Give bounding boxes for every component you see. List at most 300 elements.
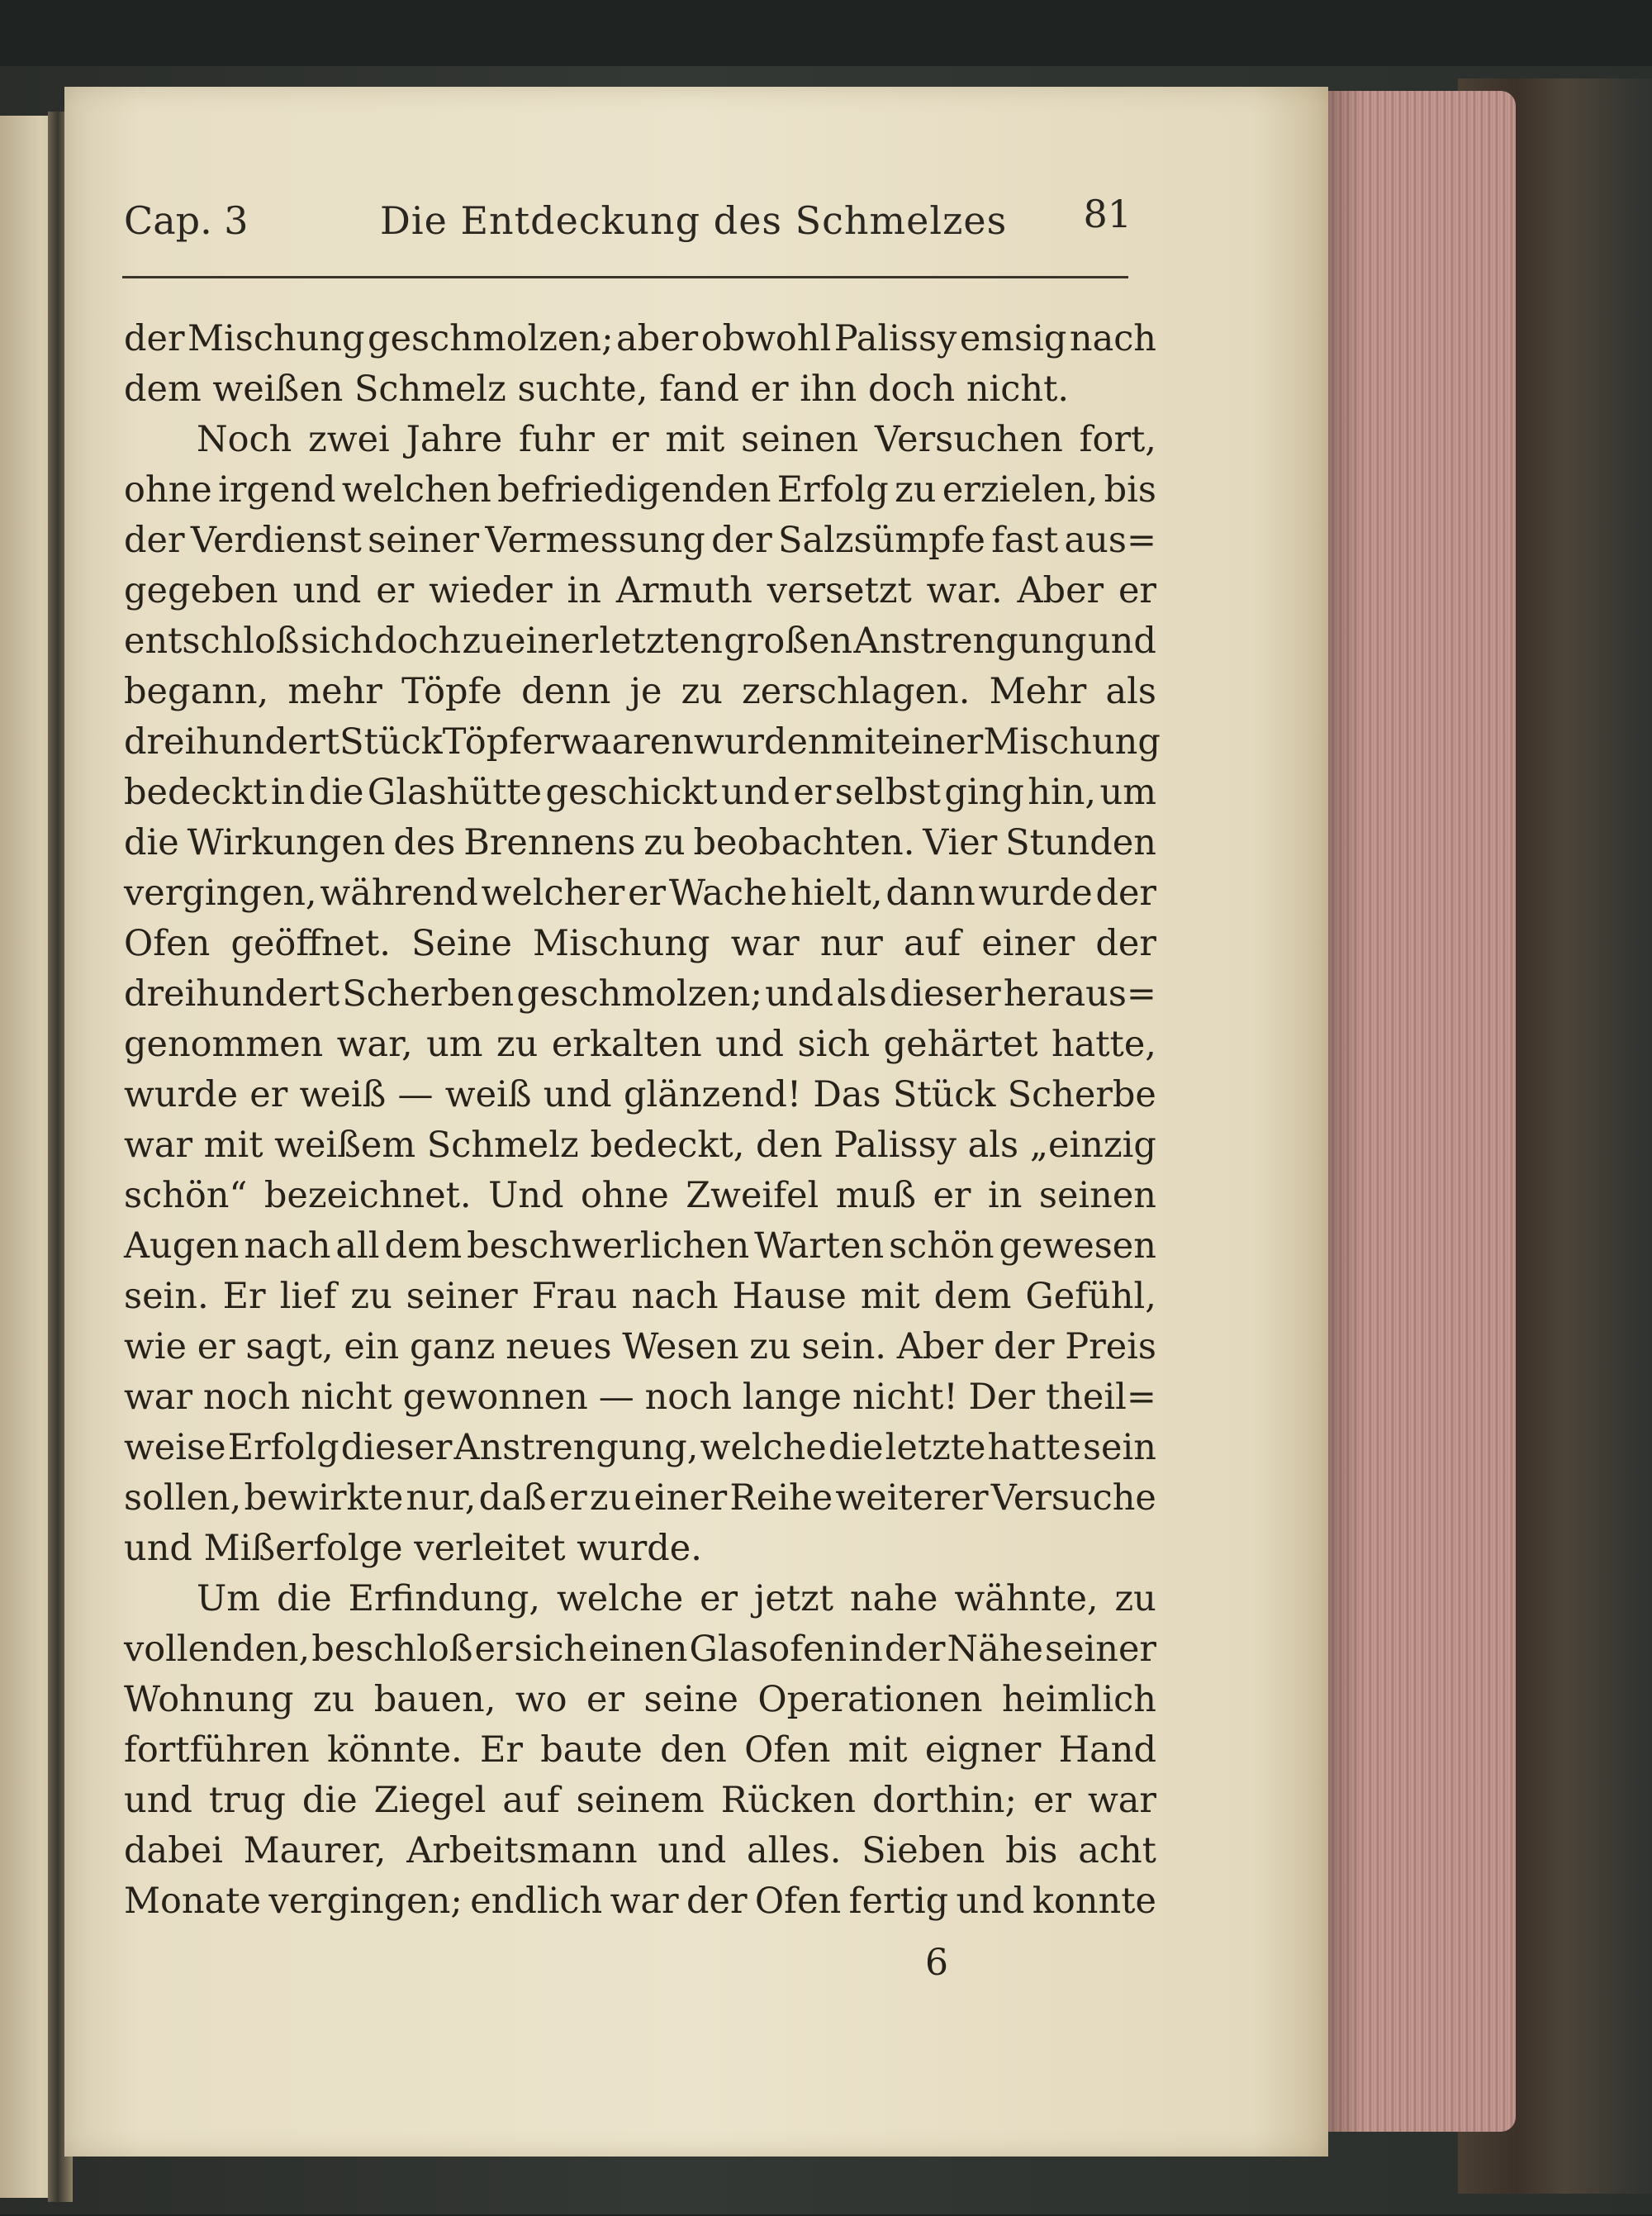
word: Mischung — [533, 923, 710, 964]
word: und — [657, 1830, 727, 1871]
word: er — [628, 873, 667, 914]
word: Er — [480, 1729, 523, 1771]
word: Erfolg — [227, 1427, 339, 1468]
word: wo — [515, 1679, 567, 1720]
word: der — [124, 520, 185, 561]
text-line — [124, 1876, 1156, 1927]
word: war — [1087, 1780, 1156, 1821]
word: Er — [222, 1276, 266, 1317]
text-line — [124, 1675, 1156, 1725]
word: er — [793, 772, 832, 813]
text-line — [124, 1221, 1156, 1272]
word: Mischung — [188, 318, 365, 359]
word: seine — [643, 1679, 738, 1720]
word: seiner — [1045, 1629, 1156, 1670]
word: theil= — [1045, 1377, 1156, 1418]
word: er — [197, 1326, 235, 1367]
word: wieder — [429, 570, 553, 611]
word: beobachten. — [693, 822, 915, 863]
word: denn — [521, 671, 611, 712]
word: glänzend! — [623, 1074, 802, 1115]
word: bedeckt, — [590, 1125, 745, 1166]
word: bedeckt — [124, 772, 268, 813]
word: jetzt — [754, 1578, 834, 1619]
word: beschloß — [311, 1629, 473, 1670]
text-line — [124, 616, 1156, 667]
word: bezeichnet. — [263, 1175, 472, 1216]
word: ging — [944, 772, 1024, 813]
word: er — [548, 1477, 587, 1519]
text-line — [124, 1020, 1156, 1070]
text-line — [124, 1070, 1156, 1120]
word: welchen — [341, 469, 491, 511]
word: Aber — [896, 1326, 984, 1367]
word: noch — [202, 1377, 291, 1418]
word: war — [124, 1125, 192, 1166]
word: mit — [830, 721, 890, 763]
word: Nähe — [947, 1629, 1043, 1670]
word: muß — [835, 1175, 916, 1216]
text-line — [124, 1171, 1156, 1221]
word: die — [828, 1427, 884, 1468]
word: versetzt — [767, 570, 912, 611]
word: nach — [1069, 318, 1156, 359]
word: vergingen; — [268, 1881, 463, 1922]
word: Ofen — [744, 1729, 831, 1771]
word: Scherben — [342, 973, 515, 1015]
word: er — [1118, 570, 1156, 611]
word: Um — [197, 1578, 261, 1619]
word: konnte — [1032, 1881, 1156, 1922]
text-line — [124, 1725, 1156, 1776]
text-line — [124, 1372, 1156, 1423]
word: auf — [903, 923, 961, 964]
word: geschmolzen; — [368, 318, 614, 359]
word: auf — [502, 1780, 560, 1821]
page-number: 81 — [1083, 192, 1132, 236]
word: Glasofen — [689, 1629, 847, 1670]
word: in — [848, 1629, 883, 1670]
word: fertig — [848, 1881, 949, 1922]
word: Noch — [197, 419, 292, 460]
word: je — [629, 671, 662, 712]
word: könnte. — [326, 1729, 463, 1771]
word: irgend — [218, 469, 336, 511]
word: zu — [462, 621, 504, 662]
word: dann — [885, 873, 976, 914]
word: sich — [514, 1629, 587, 1670]
word: Anstrengung — [853, 621, 1087, 662]
chapter-title: Die Entdeckung des Schmelzes — [380, 198, 1008, 243]
word: vergingen, — [124, 873, 317, 914]
word: Und — [488, 1175, 564, 1216]
header-rule — [122, 276, 1128, 278]
word: Vermessung — [485, 520, 705, 561]
word: wähnte, — [954, 1578, 1099, 1619]
text-line — [124, 1423, 1156, 1473]
word: Mehr — [989, 671, 1087, 712]
word: Warten — [754, 1225, 885, 1267]
word: der — [1095, 873, 1156, 914]
signature-mark: 6 — [925, 1942, 948, 1984]
word: Augen — [124, 1225, 240, 1267]
word: mit — [203, 1125, 263, 1166]
word: Operationen — [757, 1679, 983, 1720]
word: hatte, — [1051, 1024, 1156, 1065]
text-line — [124, 1322, 1156, 1372]
word: eigner — [924, 1729, 1042, 1771]
word: Maurer, — [243, 1830, 387, 1871]
word: nach — [631, 1276, 719, 1317]
word: begann, — [124, 671, 269, 712]
text-line: und Mißerfolge verleitet wurde. — [124, 1528, 702, 1569]
word: Scherbe — [1007, 1074, 1156, 1115]
word: Reihe — [729, 1477, 833, 1519]
word: geschickt — [545, 772, 718, 813]
text-line — [124, 415, 1156, 465]
word: baute — [540, 1729, 643, 1771]
word: und — [765, 973, 834, 1015]
word: schön“ — [124, 1175, 248, 1216]
word: Palissy — [833, 1125, 957, 1166]
word: entschloß — [124, 621, 300, 662]
word: Mischung — [983, 721, 1161, 763]
word: er — [376, 570, 415, 611]
word: gewonnen — [402, 1377, 588, 1418]
word: lief — [279, 1276, 337, 1317]
word: selbst — [834, 772, 941, 813]
word: heraus= — [1003, 973, 1156, 1015]
word: nahe — [849, 1578, 938, 1619]
word: zu — [643, 822, 686, 863]
word: die — [308, 772, 364, 813]
text-line — [124, 1120, 1156, 1171]
word: er — [610, 419, 649, 460]
word: dorthin; — [872, 1780, 1017, 1821]
word: ein — [344, 1326, 400, 1367]
word: einer — [505, 621, 599, 662]
word: als — [1105, 671, 1156, 712]
word: weise — [124, 1427, 226, 1468]
word: dieser — [340, 1427, 453, 1468]
text-line — [124, 868, 1156, 919]
word: nur, — [406, 1477, 477, 1519]
text-line — [124, 516, 1156, 566]
word: wurde — [978, 873, 1093, 914]
word: Erfindung, — [348, 1578, 541, 1619]
word: ganz — [409, 1326, 496, 1367]
word: befriedigenden — [497, 469, 771, 511]
word: zu — [749, 1326, 791, 1367]
word: er — [1032, 1780, 1071, 1821]
text-line — [124, 969, 1156, 1020]
word: sein — [1082, 1427, 1156, 1468]
word: Monate — [124, 1881, 261, 1922]
text-line — [124, 919, 1156, 969]
word: Glashütte — [367, 772, 543, 813]
text-line — [124, 667, 1156, 717]
word: hatte — [987, 1427, 1081, 1468]
word: Stück — [892, 1074, 996, 1115]
word: bewirkte — [244, 1477, 404, 1519]
word: Frau — [531, 1276, 618, 1317]
word: Der — [968, 1377, 1036, 1418]
word: wurde — [124, 1074, 239, 1115]
word: Stück — [339, 721, 443, 763]
word: zwei — [308, 419, 390, 460]
word: Vier — [923, 822, 998, 863]
word: wie — [124, 1326, 188, 1367]
word: und — [720, 772, 790, 813]
text-line — [124, 465, 1156, 516]
word: dem — [933, 1276, 1012, 1317]
word: Jahre — [406, 419, 503, 460]
word: welche — [556, 1578, 684, 1619]
word: bis — [1104, 469, 1156, 511]
text-line — [124, 1776, 1156, 1826]
word: Rücken — [720, 1780, 857, 1821]
text-line — [124, 1826, 1156, 1876]
word: zu — [681, 671, 723, 712]
word: die — [301, 1780, 358, 1821]
word: Brennens — [463, 822, 636, 863]
word: erkalten — [551, 1024, 702, 1065]
word: Ofen — [754, 1881, 842, 1922]
word: war, — [336, 1024, 413, 1065]
word: vollenden, — [124, 1629, 311, 1670]
word: um — [1099, 772, 1156, 813]
word: all — [335, 1225, 380, 1267]
word: Das — [813, 1074, 881, 1115]
word: Versuche — [990, 1477, 1156, 1519]
word: Wirkungen — [187, 822, 386, 863]
word: emsig — [959, 318, 1067, 359]
word: doch — [373, 621, 462, 662]
word: Wesen — [622, 1326, 739, 1367]
word: als — [836, 973, 887, 1015]
word: sich — [797, 1024, 871, 1065]
word: Anstrengung, — [453, 1427, 699, 1468]
word: die — [124, 822, 179, 863]
word: ohne — [581, 1175, 669, 1216]
word: dreihundert — [124, 721, 340, 763]
word: heimlich — [1002, 1679, 1156, 1720]
word: Seine — [411, 923, 512, 964]
chapter-label: Cap. 3 — [124, 198, 249, 243]
word: aus= — [1064, 520, 1156, 561]
word: der — [686, 1881, 748, 1922]
word: Töpferwaaren — [442, 721, 694, 763]
word: Aber — [1017, 570, 1104, 611]
word: der — [1095, 923, 1156, 964]
word: zu — [589, 1477, 632, 1519]
word: nur — [819, 923, 883, 964]
word: einer — [634, 1477, 728, 1519]
word: Ziegel — [373, 1780, 487, 1821]
word: die — [276, 1578, 332, 1619]
word: beschwerlichen — [467, 1225, 750, 1267]
word: Hause — [732, 1276, 847, 1317]
word: nicht! — [852, 1377, 958, 1418]
word: genommen — [124, 1024, 324, 1065]
text-line — [124, 314, 1156, 364]
word: mit — [665, 419, 725, 460]
word: hielt, — [790, 873, 883, 914]
word: zu — [895, 469, 937, 511]
word: bis — [1005, 1830, 1058, 1871]
word: der — [884, 1629, 946, 1670]
word: letzten — [599, 621, 723, 662]
word: und — [715, 1024, 785, 1065]
text-line — [124, 1272, 1156, 1322]
word: der — [124, 318, 185, 359]
word: obwohl — [700, 318, 832, 359]
word: den — [756, 1125, 823, 1166]
text-line: dem weißen Schmelz suchte, fand er ihn doch nicht. — [124, 369, 1070, 410]
text-line — [124, 1574, 1156, 1624]
word: den — [660, 1729, 727, 1771]
word: sollen, — [124, 1477, 242, 1519]
word: mit — [847, 1729, 908, 1771]
word: daß — [478, 1477, 547, 1519]
word: fuhr — [518, 419, 595, 460]
word: Wache — [668, 873, 788, 914]
word: sein. — [124, 1276, 209, 1317]
word: um — [426, 1024, 483, 1065]
word: mehr — [287, 671, 382, 712]
word: während — [320, 873, 478, 914]
word: Salzsümpfe — [778, 520, 985, 561]
word: alles. — [747, 1830, 842, 1871]
word: trug — [208, 1780, 286, 1821]
word: Gefühl, — [1025, 1276, 1156, 1317]
word: weiß — [444, 1074, 532, 1115]
word: einen — [588, 1629, 688, 1670]
word: war — [730, 923, 800, 964]
word: zu — [496, 1024, 539, 1065]
word: dreihundert — [124, 973, 340, 1015]
word: der — [993, 1326, 1055, 1367]
word: zu — [350, 1276, 392, 1317]
word: lange — [742, 1377, 842, 1418]
word: bauen, — [373, 1679, 496, 1720]
word: sein. — [801, 1326, 886, 1367]
word: der — [711, 520, 772, 561]
word: weiterer — [835, 1477, 989, 1519]
word: sagt, — [245, 1326, 334, 1367]
word: — — [397, 1074, 434, 1115]
word: einer — [890, 721, 984, 763]
word: seinen — [741, 419, 859, 460]
word: er — [700, 1578, 738, 1619]
word: zu — [1114, 1578, 1156, 1619]
word: Palissy — [833, 318, 957, 359]
word: sich — [300, 621, 373, 662]
word: Versuchen — [875, 419, 1063, 460]
word: endlich — [470, 1881, 603, 1922]
word: gehärtet — [883, 1024, 1038, 1065]
word: wurden — [693, 721, 831, 763]
word: er — [249, 1074, 288, 1115]
word: er — [933, 1175, 971, 1216]
word: Verdienst — [190, 520, 362, 561]
word: in — [987, 1175, 1023, 1216]
word: fort, — [1079, 419, 1156, 460]
word: mit — [860, 1276, 920, 1317]
word: dabei — [124, 1830, 223, 1871]
word: — — [598, 1377, 634, 1418]
word: gegeben — [124, 570, 278, 611]
word: fortführen — [124, 1729, 310, 1771]
word: welcher — [481, 873, 625, 914]
word: geschmolzen; — [516, 973, 762, 1015]
word: seinen — [1038, 1175, 1156, 1216]
word: war — [610, 1881, 679, 1922]
word: großen — [724, 621, 853, 662]
word: in — [270, 772, 306, 813]
word: seiner — [368, 520, 480, 561]
word: letzte — [885, 1427, 986, 1468]
word: fast — [991, 520, 1059, 561]
word: neues — [506, 1326, 612, 1367]
word: Zweifel — [686, 1175, 819, 1216]
word: Stunden — [1005, 822, 1156, 863]
text-line — [124, 1473, 1156, 1524]
body-text — [124, 314, 1161, 1927]
word: noch — [644, 1377, 732, 1418]
word: Hand — [1058, 1729, 1156, 1771]
word: Töpfe — [401, 671, 502, 712]
word: dieser — [889, 973, 1001, 1015]
word: zu — [312, 1679, 355, 1720]
word: Schmelz — [426, 1125, 579, 1166]
word: schön — [889, 1225, 995, 1267]
word: und — [543, 1074, 612, 1115]
word: Sieben — [862, 1830, 985, 1871]
word: war — [124, 1377, 192, 1418]
text-line — [124, 1624, 1156, 1675]
word: zerschlagen. — [742, 671, 971, 712]
word: Ofen — [124, 923, 211, 964]
word: weiß — [299, 1074, 387, 1115]
word: Arbeitsmann — [406, 1830, 638, 1871]
word: geöffnet. — [230, 923, 391, 964]
word: Wohnung — [124, 1679, 294, 1720]
word: Preis — [1065, 1326, 1156, 1367]
word: erzielen, — [942, 469, 1099, 511]
word: seinem — [576, 1780, 705, 1821]
word: nach — [244, 1225, 331, 1267]
word: weißem — [274, 1125, 416, 1166]
text-line — [124, 818, 1156, 868]
word: und — [292, 570, 362, 611]
word: und — [124, 1780, 192, 1821]
word: des — [393, 822, 456, 863]
word: dem — [384, 1225, 463, 1267]
word: hin, — [1028, 772, 1097, 813]
text-line — [124, 566, 1156, 616]
word: ohne — [124, 469, 212, 511]
word: acht — [1078, 1830, 1156, 1871]
word: in — [567, 570, 601, 611]
word: und — [956, 1881, 1025, 1922]
word: „einzig — [1029, 1125, 1156, 1166]
word: Armuth — [615, 570, 752, 611]
word: gewesen — [999, 1225, 1156, 1267]
word: er — [474, 1629, 513, 1670]
word: aber — [616, 318, 699, 359]
text-line — [124, 717, 1161, 768]
